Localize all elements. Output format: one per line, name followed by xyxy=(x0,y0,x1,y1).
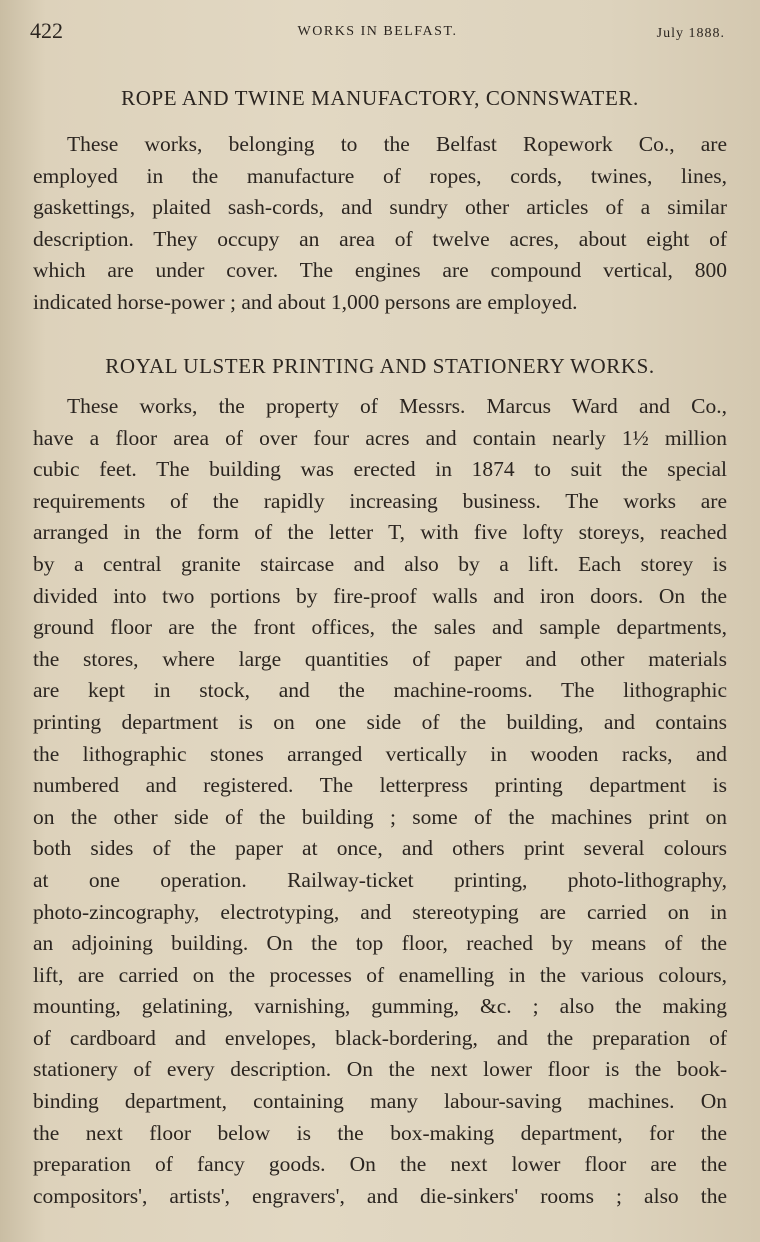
text-line: stationery of every description. On the next lower floor is the book- xyxy=(33,1057,727,1082)
text-line: ground floor are the front offices, the sales and sample departments, xyxy=(33,615,727,640)
text-line: cubic feet. The building was erected in 1874 to suit the special xyxy=(33,457,727,482)
text-line: on the other side of the building ; some of the machines print on xyxy=(33,804,727,829)
text-line: the stores, where large quantities of paper and other materials xyxy=(33,646,727,671)
text-line: These works, belonging to the Belfast Ropework Co., are xyxy=(67,132,727,156)
text-line: numbered and registered. The letterpress printing department is xyxy=(33,773,727,798)
text-line: the next floor below is the box-making department, for the xyxy=(33,1120,727,1145)
text-line: preparation of fancy goods. On the next lower floor are the xyxy=(33,1152,727,1177)
text-line: gaskettings, plaited sash-cords, and sundry other articles of a similar xyxy=(33,195,727,220)
text-line: requirements of the rapidly increasing business. The works are xyxy=(33,488,727,513)
text-line: at one operation. Railway-ticket printing, photo-lithography, xyxy=(33,867,727,892)
text-line: compositors', artists', engravers', and die-sinkers' rooms ; also the xyxy=(33,1183,727,1208)
text-line: have a floor area of over four acres and contain nearly 1½ million xyxy=(33,425,727,450)
running-title: WORKS IN BELFAST. xyxy=(297,24,458,39)
text-line: the lithographic stones arranged vertically in wooden racks, and xyxy=(33,741,727,766)
text-line: binding department, containing many labour-saving machines. On xyxy=(33,1089,727,1114)
text-line: employed in the manufacture of ropes, cords, twines, lines, xyxy=(33,163,727,188)
section-title-printing-works: ROYAL ULSTER PRINTING AND STATIONERY WORKS. xyxy=(105,354,655,378)
text-line: indicated horse-power ; and about 1,000 persons are employed. xyxy=(33,289,578,314)
text-line: an adjoining building. On the top floor, reached by means of the xyxy=(33,931,727,956)
text-line: divided into two portions by fire-proof walls and iron doors. On the xyxy=(33,583,727,608)
text-line: by a central granite staircase and also by a lift. Each storey is xyxy=(33,551,727,576)
text-line: description. They occupy an area of twelve acres, about eight of xyxy=(33,226,727,251)
text-line: arranged in the form of the letter T, with five lofty storeys, reached xyxy=(33,520,727,545)
paragraph-printing-works xyxy=(33,391,727,1212)
section-title-rope-works: ROPE AND TWINE MANUFACTORY, CONNSWATER. xyxy=(121,86,639,110)
text-line: both sides of the paper at once, and others print several colours xyxy=(33,836,727,861)
text-line: of cardboard and envelopes, black-bordering, and the preparation of xyxy=(33,1025,727,1050)
paragraph-rope-works xyxy=(33,129,727,319)
page-header xyxy=(30,18,725,48)
text-line: photo-zincography, electrotyping, and stereotyping are carried on in xyxy=(33,899,727,924)
header-date: July 1888. xyxy=(656,26,725,41)
text-line: which are under cover. The engines are compound vertical, 800 xyxy=(33,258,727,283)
text-line: mounting, gelatining, varnishing, gumming, &c. ; also the making xyxy=(33,994,727,1019)
page-number: 422 xyxy=(30,18,63,43)
text-line: printing department is on one side of the building, and contains xyxy=(33,709,727,734)
text-line: These works, the property of Messrs. Marcus Ward and Co., xyxy=(67,394,727,418)
text-line: are kept in stock, and the machine-rooms. The lithographic xyxy=(33,678,727,703)
text-line: lift, are carried on the processes of enamelling in the various colours, xyxy=(33,962,727,987)
